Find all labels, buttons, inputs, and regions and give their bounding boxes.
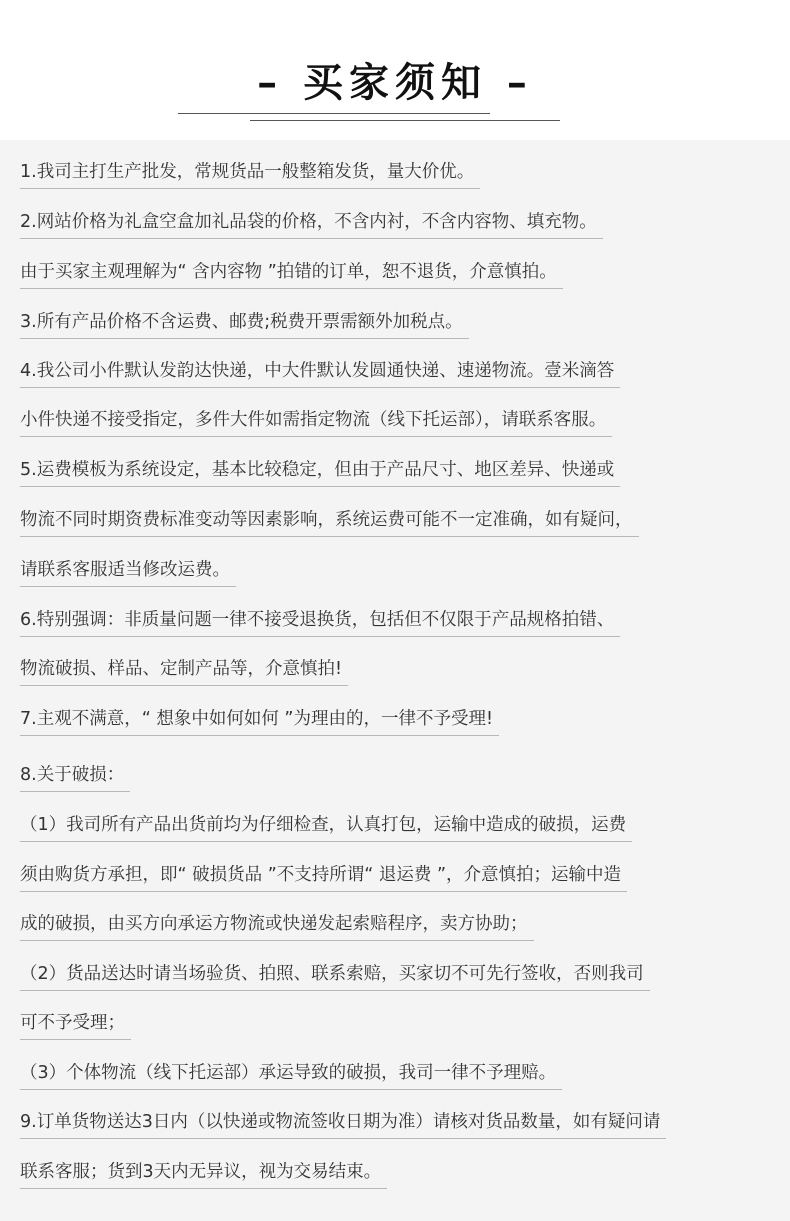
- notice-line-5: 4.我公司小件默认发韵达快递，中大件默认发圆通快递、速递物流。壹米滴答: [20, 359, 620, 388]
- notice-line-9: 请联系客服适当修改运费。: [20, 558, 236, 587]
- notice-line-10: 6.特别强调：非质量问题一律不接受退换货，包括但不仅限于产品规格拍错、: [20, 608, 620, 637]
- notice-line-6: 小件快递不接受指定，多件大件如需指定物流（线下托运部），请联系客服。: [20, 408, 612, 437]
- notice-line-19: （3）个体物流（线下托运部）承运导致的破损，我司一律不予理赔。: [20, 1061, 562, 1090]
- notice-line-7: 5.运费模板为系统设定，基本比较稳定，但由于产品尺寸、地区差异、快递或: [20, 458, 620, 487]
- notice-line-17: （2）货品送达时请当场验货、拍照、联系索赔，买家切不可先行签收，否则我司: [20, 962, 650, 991]
- notice-line-16: 成的破损，由买方向承运方物流或快递发起索赔程序，卖方协助；: [20, 912, 534, 941]
- notice-line-14: （1）我司所有产品出货前均为仔细检查，认真打包，运输中造成的破损，运费: [20, 813, 632, 842]
- notice-line-2: 2.网站价格为礼盒空盒加礼品袋的价格，不含内衬，不含内容物、填充物。: [20, 210, 603, 239]
- notice-line-21: 联系客服；货到3天内无异议，视为交易结束。: [20, 1160, 387, 1189]
- notice-line-20: 9.订单货物送达3日内（以快递或物流签收日期为准）请核对货品数量，如有疑问请: [20, 1110, 666, 1139]
- notice-line-12: 7.主观不满意，“ 想象中如何如何 ”为理由的，一律不予受理!: [20, 707, 499, 736]
- notice-line-1: 1.我司主打生产批发，常规货品一般整箱发货，量大价优。: [20, 160, 480, 189]
- title-underline-top: [178, 113, 490, 114]
- notice-line-3: 由于买家主观理解为“ 含内容物 ”拍错的订单，恕不退货，介意慎拍。: [20, 260, 563, 289]
- notice-line-4: 3.所有产品价格不含运费、邮费;税费开票需额外加税点。: [20, 310, 469, 339]
- notice-line-13: 8.关于破损：: [20, 763, 130, 792]
- notice-line-11: 物流破损、样品、定制产品等，介意慎拍!: [20, 657, 348, 686]
- notice-content: [0, 140, 790, 1221]
- title-underline-bottom: [250, 120, 560, 121]
- notice-line-8: 物流不同时期资费标准变动等因素影响，系统运费可能不一定准确，如有疑问，: [20, 508, 639, 537]
- notice-line-15: 须由购货方承担，即“ 破损货品 ”不支持所谓“ 退运费 ”，介意慎拍；运输中造: [20, 863, 627, 892]
- notice-line-18: 可不予受理；: [20, 1011, 131, 1040]
- page-title: – 买家须知 –: [257, 59, 533, 106]
- header: [0, 0, 790, 140]
